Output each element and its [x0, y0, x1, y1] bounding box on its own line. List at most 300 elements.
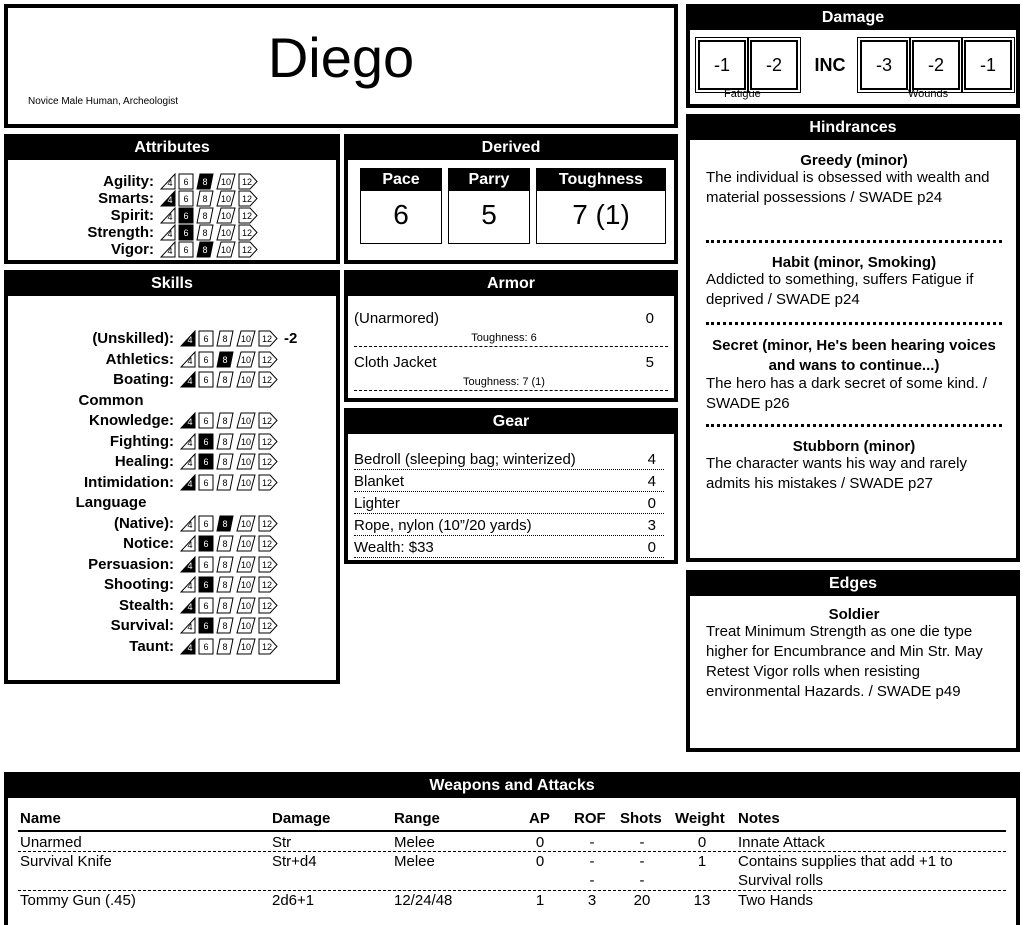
armor-value: 5 — [645, 354, 654, 371]
attribute-row — [8, 241, 258, 258]
d10-die-icon[interactable] — [236, 330, 256, 347]
die-label: 10 — [240, 457, 252, 467]
attribute-dice-track — [160, 224, 258, 241]
wound-box-2[interactable]: -2 — [912, 40, 960, 90]
die-label: 8 — [222, 477, 228, 488]
weapons-header-row — [18, 810, 1006, 832]
skill-name: Athletics: — [105, 350, 174, 368]
die-label: 12 — [261, 518, 273, 529]
weapon-weight: 1 — [697, 853, 707, 870]
die-label: 10 — [240, 600, 252, 611]
die-label: 8 — [202, 228, 208, 238]
hindrance-title: Habit (minor, Smoking) — [771, 254, 937, 271]
die-label: 8 — [222, 600, 228, 611]
die-label: 12 — [261, 436, 273, 447]
d8-die-icon[interactable] — [216, 330, 234, 347]
skills-title: Skills — [8, 274, 336, 296]
attribute-name: Smarts: — [98, 190, 154, 207]
gear-name: Bedroll (sleeping bag; winterized) — [354, 451, 576, 468]
skill-row — [8, 576, 278, 593]
d6-die-icon[interactable] — [198, 576, 214, 593]
derived-title: Derived — [348, 138, 674, 160]
hindrance-item — [706, 254, 1002, 310]
damage-title: Damage — [690, 8, 1016, 30]
d8-die-icon[interactable] — [196, 190, 214, 207]
d12-die-icon[interactable] — [258, 576, 278, 593]
die-label: 8 — [222, 334, 228, 344]
skill-dice-track — [180, 330, 278, 347]
skill-dice-track — [180, 412, 278, 429]
gear-name: Lighter — [354, 495, 400, 512]
die-label: 10 — [240, 559, 252, 570]
pace-label: Pace — [361, 169, 441, 191]
die-label: 8 — [222, 518, 228, 529]
d6-die-icon[interactable] — [198, 371, 214, 388]
die-label: 4 — [187, 560, 193, 571]
die-label: 8 — [222, 641, 228, 652]
weapon-range: 12/24/48 — [394, 892, 453, 909]
skill-name: Fighting: — [109, 432, 174, 450]
d10-die-icon[interactable] — [236, 638, 256, 655]
die-label: 4 — [167, 195, 173, 205]
die-label: 4 — [187, 335, 193, 345]
d10-die-icon[interactable] — [216, 173, 236, 190]
die-label: 10 — [220, 245, 232, 255]
d8-die-icon[interactable] — [216, 617, 234, 634]
gear-weight: 3 — [647, 517, 656, 534]
gear-weight: 4 — [647, 473, 656, 490]
skill-row — [8, 351, 278, 368]
pace-stat — [360, 168, 442, 244]
d4-die-icon[interactable] — [180, 474, 196, 491]
weapon-row — [18, 892, 1006, 912]
skill-name: (Native): — [113, 514, 174, 532]
die-label: 12 — [241, 177, 253, 187]
die-label: 10 — [240, 436, 252, 447]
skill-name: Knowledge: — [89, 412, 174, 429]
die-label: 4 — [167, 212, 173, 222]
d12-die-icon[interactable] — [238, 241, 258, 258]
die-label: 4 — [187, 581, 193, 591]
d8-die-icon[interactable] — [216, 638, 234, 655]
divider — [706, 424, 1002, 427]
gear-weight: 4 — [647, 451, 656, 468]
d10-die-icon[interactable] — [236, 597, 256, 614]
armor-title: Armor — [348, 274, 674, 296]
skill-name: Shooting: — [104, 576, 174, 593]
skill-dice-track — [180, 515, 278, 532]
skill-dice-track — [180, 556, 278, 573]
d4-die-icon[interactable] — [180, 576, 196, 593]
weapon-rof: 3 — [587, 892, 597, 909]
die-label: 10 — [240, 580, 252, 590]
col-rof-header: ROF — [574, 810, 606, 827]
damage-panel — [686, 4, 1020, 108]
d6-die-icon[interactable] — [198, 351, 214, 368]
skill-dice-track — [180, 433, 278, 450]
die-label: 8 — [222, 539, 228, 549]
armor-value: 0 — [645, 310, 654, 327]
col-notes-header: Notes — [738, 810, 780, 827]
die-label: 10 — [240, 354, 252, 365]
edge-title: Soldier — [828, 606, 880, 623]
skill-dice-track — [180, 638, 278, 655]
edge-item — [706, 606, 1002, 702]
die-label: 8 — [222, 559, 228, 570]
armor-item — [354, 310, 654, 350]
die-label: 6 — [203, 600, 209, 611]
die-label: 8 — [222, 457, 228, 467]
d4-die-icon[interactable] — [160, 207, 176, 224]
skill-name: Boating: — [113, 371, 174, 388]
die-label: 4 — [187, 376, 193, 386]
die-label: 12 — [241, 245, 253, 255]
skill-dice-track — [180, 371, 278, 388]
d10-die-icon[interactable] — [236, 433, 256, 450]
die-label: 12 — [261, 375, 273, 385]
die-label: 10 — [240, 375, 252, 385]
die-label: 8 — [222, 416, 228, 426]
d6-die-icon[interactable] — [178, 173, 194, 190]
armor-name: (Unarmored) — [354, 310, 440, 327]
gear-weight: 0 — [647, 539, 656, 556]
die-label: 8 — [222, 436, 228, 447]
fatigue-label: Fatigue — [724, 88, 761, 100]
wounds-label: Wounds — [908, 88, 949, 100]
die-label: 10 — [220, 194, 232, 204]
skill-dice-track — [180, 351, 278, 368]
gear-item — [354, 470, 664, 492]
die-label: 12 — [261, 539, 273, 549]
d12-die-icon[interactable] — [238, 190, 258, 207]
divider — [706, 322, 1002, 325]
die-label: 4 — [187, 458, 193, 468]
incapacitated-label[interactable]: INC — [814, 54, 846, 75]
fatigue-box-1[interactable]: -1 — [698, 40, 746, 90]
die-label: 4 — [187, 417, 193, 427]
d12-die-icon[interactable] — [258, 330, 278, 347]
d8-die-icon[interactable] — [216, 453, 234, 470]
weapon-ap: 1 — [535, 892, 545, 909]
d8-die-icon[interactable] — [216, 474, 234, 491]
d8-die-icon[interactable] — [216, 515, 234, 532]
wound-box-3[interactable]: -1 — [964, 40, 1012, 90]
die-label: 6 — [203, 539, 209, 549]
weapons-panel — [4, 772, 1020, 925]
weapon-name: Tommy Gun (.45) — [20, 892, 136, 909]
weapon-ap: 0 — [535, 834, 545, 851]
skill-row — [8, 597, 278, 614]
die-label: 12 — [261, 641, 273, 652]
d4-die-icon[interactable] — [180, 556, 196, 573]
d4-die-icon[interactable] — [180, 453, 196, 470]
weapon-shots: 20 — [633, 892, 651, 909]
skill-dice-track — [180, 576, 278, 593]
skill-row — [8, 535, 278, 552]
armor-item — [354, 354, 654, 394]
d10-die-icon[interactable] — [236, 351, 256, 368]
skill-row — [8, 453, 278, 470]
d6-die-icon[interactable] — [198, 453, 214, 470]
d12-die-icon[interactable] — [238, 173, 258, 190]
d8-die-icon[interactable] — [216, 371, 234, 388]
die-label: 4 — [187, 601, 193, 612]
weapon-damage: 2d6+1 — [272, 892, 315, 909]
d4-die-icon[interactable] — [160, 224, 176, 241]
gear-item — [354, 492, 664, 514]
die-label: 6 — [203, 580, 209, 590]
toughness-label: Toughness — [537, 169, 665, 191]
attributes-title: Attributes — [8, 138, 336, 160]
d10-die-icon[interactable] — [236, 576, 256, 593]
d12-die-icon[interactable] — [258, 371, 278, 388]
d8-die-icon[interactable] — [216, 433, 234, 450]
weapon-range: Melee — [394, 853, 435, 870]
attribute-row — [8, 190, 258, 207]
d4-die-icon[interactable] — [180, 597, 196, 614]
d4-die-icon[interactable] — [180, 535, 196, 552]
die-label: 4 — [187, 437, 193, 448]
weapon-notes: Two Hands — [738, 892, 814, 909]
d4-die-icon[interactable] — [180, 433, 196, 450]
d8-die-icon[interactable] — [196, 173, 214, 190]
skill-row — [8, 371, 278, 388]
d6-die-icon[interactable] — [198, 556, 214, 573]
d10-die-icon[interactable] — [236, 515, 256, 532]
die-label: 10 — [240, 477, 252, 488]
attribute-dice-track — [160, 207, 258, 224]
die-label: 12 — [261, 600, 273, 611]
d12-die-icon[interactable] — [258, 412, 278, 429]
gear-name: Wealth: $33 — [354, 539, 434, 556]
weapon-rof: - — [589, 853, 595, 870]
d10-die-icon[interactable] — [236, 617, 256, 634]
die-label: 6 — [203, 457, 209, 467]
d4-die-icon[interactable] — [180, 617, 196, 634]
die-label: 10 — [220, 228, 232, 238]
d4-die-icon[interactable] — [180, 638, 196, 655]
col-range-header: Range — [394, 810, 440, 827]
attribute-name: Spirit: — [110, 207, 154, 224]
die-label: 6 — [203, 518, 209, 529]
hindrance-description: The individual is obsessed with wealth and material possessions / SWADE p24 — [706, 169, 990, 206]
d8-die-icon[interactable] — [216, 535, 234, 552]
d4-die-icon[interactable] — [180, 412, 196, 429]
d12-die-icon[interactable] — [258, 617, 278, 634]
die-label: 6 — [183, 245, 189, 255]
d12-die-icon[interactable] — [258, 515, 278, 532]
die-label: 4 — [167, 246, 173, 256]
weapon-rof-line-2: - — [589, 872, 595, 889]
skill-dice-track — [180, 453, 278, 470]
attribute-row — [8, 224, 258, 241]
d12-die-icon[interactable] — [238, 207, 258, 224]
character-description: Novice Male Human, Archeologist — [28, 96, 179, 107]
weapon-row — [18, 853, 1006, 891]
die-label: 10 — [240, 518, 252, 529]
divider — [354, 346, 668, 347]
d10-die-icon[interactable] — [216, 207, 236, 224]
d12-die-icon[interactable] — [258, 351, 278, 368]
d10-die-icon[interactable] — [216, 241, 236, 258]
weapon-shots: - — [639, 853, 645, 870]
skill-name-line-1: Language — [75, 494, 147, 511]
hindrance-item — [706, 152, 1002, 208]
d6-die-icon[interactable] — [198, 330, 214, 347]
d12-die-icon[interactable] — [258, 638, 278, 655]
die-label: 4 — [187, 622, 193, 632]
d6-die-icon[interactable] — [198, 433, 214, 450]
die-label: 10 — [240, 621, 252, 631]
pace-value: 6 — [393, 199, 409, 230]
d6-die-icon[interactable] — [198, 638, 214, 655]
skill-dice-track — [180, 597, 278, 614]
weapon-weight: 0 — [697, 834, 707, 851]
gear-name: Rope, nylon (10”/20 yards) — [354, 517, 532, 534]
hindrance-description: The hero has a dark secret of some kind. / SWADE p26 — [706, 375, 987, 412]
d6-die-icon[interactable] — [178, 224, 194, 241]
die-label: 12 — [241, 194, 253, 204]
die-label: 6 — [203, 334, 209, 344]
skill-dice-track — [180, 617, 278, 634]
col-name-header: Name — [20, 810, 61, 827]
d4-die-icon[interactable] — [160, 173, 176, 190]
weapon-notes: Innate Attack — [738, 834, 825, 851]
attribute-dice-track — [160, 173, 258, 190]
hindrance-title: Greedy (minor) — [800, 152, 908, 169]
d12-die-icon[interactable] — [258, 453, 278, 470]
toughness-stat — [536, 168, 666, 244]
d8-die-icon[interactable] — [196, 224, 214, 241]
d6-die-icon[interactable] — [178, 190, 194, 207]
d12-die-icon[interactable] — [258, 556, 278, 573]
skill-dice-track — [180, 474, 278, 491]
die-label: 6 — [183, 228, 189, 238]
d4-die-icon[interactable] — [180, 515, 196, 532]
die-label: 12 — [261, 559, 273, 570]
edges-panel — [686, 570, 1020, 752]
d6-die-icon[interactable] — [198, 617, 214, 634]
attribute-row — [8, 207, 258, 224]
wound-box-1[interactable]: -3 — [860, 40, 908, 90]
weapons-title: Weapons and Attacks — [8, 776, 1016, 798]
edge-description: Treat Minimum Strength as one die type higher for Encumbrance and Min Str. May Retest Vigor rolls when resisting environmental Hazards. / SWADE p49 — [706, 623, 983, 700]
d8-die-icon[interactable] — [216, 351, 234, 368]
skill-name: Intimidation: — [84, 473, 174, 491]
fatigue-box-2[interactable]: -2 — [750, 40, 798, 90]
weapon-name: Survival Knife — [20, 853, 112, 870]
d8-die-icon[interactable] — [216, 576, 234, 593]
weapon-shots: - — [639, 834, 645, 851]
skill-row — [8, 330, 297, 347]
die-label: 8 — [222, 354, 228, 365]
skill-name: Notice: — [123, 535, 174, 552]
weapon-notes-line-2: Survival rolls — [738, 872, 824, 889]
attribute-name: Vigor: — [110, 241, 154, 258]
d6-die-icon[interactable] — [198, 597, 214, 614]
armor-toughness: Toughness: 7 (1) — [463, 376, 545, 388]
hindrances-panel — [686, 114, 1020, 562]
die-label: 10 — [220, 211, 232, 221]
die-label: 10 — [240, 641, 252, 652]
d12-die-icon[interactable] — [258, 433, 278, 450]
d6-die-icon[interactable] — [198, 515, 214, 532]
d10-die-icon[interactable] — [236, 412, 256, 429]
d8-die-icon[interactable] — [216, 556, 234, 573]
d4-die-icon[interactable] — [160, 190, 176, 207]
die-label: 6 — [183, 194, 189, 204]
d12-die-icon[interactable] — [238, 224, 258, 241]
die-label: 8 — [222, 375, 228, 385]
d6-die-icon[interactable] — [178, 207, 194, 224]
d8-die-icon[interactable] — [216, 412, 234, 429]
d4-die-icon[interactable] — [160, 241, 176, 258]
die-label: 10 — [240, 416, 252, 426]
die-label: 10 — [240, 334, 252, 344]
d6-die-icon[interactable] — [198, 412, 214, 429]
skill-row — [8, 474, 278, 491]
d4-die-icon[interactable] — [180, 351, 196, 368]
d10-die-icon[interactable] — [236, 453, 256, 470]
die-label: 4 — [187, 540, 193, 550]
die-label: 6 — [203, 375, 209, 385]
die-label: 10 — [220, 177, 232, 187]
d12-die-icon[interactable] — [258, 597, 278, 614]
d10-die-icon[interactable] — [236, 371, 256, 388]
d10-die-icon[interactable] — [236, 474, 256, 491]
d6-die-icon[interactable] — [178, 241, 194, 258]
die-label: 4 — [167, 178, 173, 188]
skill-name: Survival: — [110, 617, 174, 634]
character-name: Diego — [267, 26, 415, 89]
d10-die-icon[interactable] — [216, 190, 236, 207]
gear-weight: 0 — [647, 495, 656, 512]
hindrance-title: Secret (minor, He's been hearing voices and wans to continue...) — [712, 337, 996, 374]
attribute-row — [8, 173, 258, 190]
gear-item — [354, 448, 664, 470]
attribute-name: Agility: — [103, 173, 154, 190]
die-label: 8 — [202, 211, 208, 221]
d6-die-icon[interactable] — [198, 474, 214, 491]
skills-panel — [4, 270, 340, 684]
d8-die-icon[interactable] — [196, 207, 214, 224]
d8-die-icon[interactable] — [196, 241, 214, 258]
gear-item — [354, 536, 664, 558]
skill-name: Healing: — [114, 453, 174, 470]
d6-die-icon[interactable] — [198, 535, 214, 552]
d4-die-icon[interactable] — [180, 330, 196, 347]
d10-die-icon[interactable] — [236, 535, 256, 552]
d12-die-icon[interactable] — [258, 535, 278, 552]
die-label: 10 — [240, 539, 252, 549]
armor-panel — [344, 270, 678, 402]
d10-die-icon[interactable] — [236, 556, 256, 573]
weapon-name: Unarmed — [20, 834, 82, 851]
die-label: 8 — [202, 177, 208, 187]
d10-die-icon[interactable] — [216, 224, 236, 241]
d8-die-icon[interactable] — [216, 597, 234, 614]
weapon-shots-line-2: - — [639, 872, 645, 889]
weapon-damage: Str — [272, 834, 292, 851]
divider — [706, 240, 1002, 243]
weapon-weight: 13 — [693, 892, 711, 909]
skill-name: Stealth: — [118, 596, 174, 614]
d12-die-icon[interactable] — [258, 474, 278, 491]
d4-die-icon[interactable] — [180, 371, 196, 388]
die-label: 12 — [241, 211, 253, 221]
weapon-rof: - — [589, 834, 595, 851]
die-label: 12 — [261, 416, 273, 426]
